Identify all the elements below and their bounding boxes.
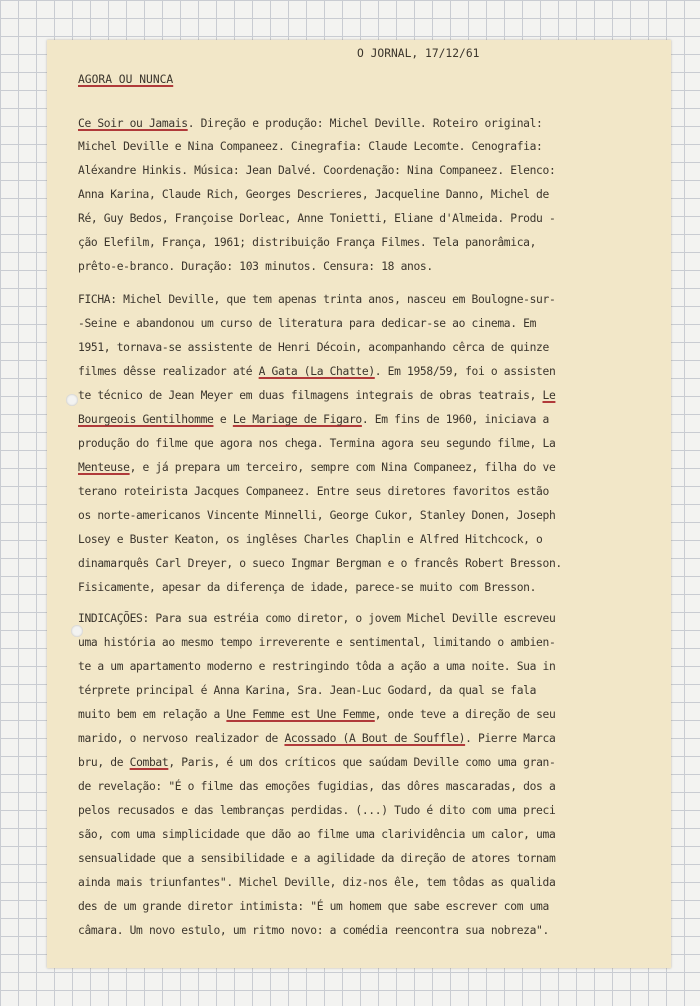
ficha-line: os norte-americanos Vincente Minnelli, George Cukor, Stanley Donen, Joseph	[78, 509, 556, 522]
film-reference: A Gata (La Chatte)	[258, 365, 375, 378]
ficha-tecnica-line: Anna Karina, Claude Rich, Georges Descrieres, Jacqueline Danno, Michel de	[78, 188, 549, 201]
film-reference: Bourgeois Gentilhomme	[78, 413, 214, 426]
ficha-line: dinamarquês Carl Dreyer, o sueco Ingmar Bergman e o francês Robert Bresson.	[78, 557, 562, 570]
indicacoes-line: muito bem em relação a Une Femme est Une Femme, onde teve a direção de seu	[78, 708, 556, 721]
film-reference: Acossado (A Bout de Souffle)	[284, 732, 466, 745]
ficha-line: filmes dêsse realizador até A Gata (La Chatte). Em 1958/59, foi o assisten	[78, 365, 556, 378]
indicacoes-line: te a um apartamento moderno e restringindo tôda a ação a uma noite. Sua in	[78, 660, 556, 673]
film-reference: Le	[542, 389, 556, 402]
ficha-line: produção do filme que agora nos chega. Termina agora seu segundo filme, La	[78, 437, 556, 450]
newspaper-dateline: O JORNAL, 17/12/61	[357, 47, 480, 60]
punch-hole	[66, 394, 78, 406]
ficha-line: Bourgeois Gentilhomme e Le Mariage de Figaro. Em fins de 1960, iniciava a	[78, 413, 549, 426]
ficha-tecnica-line: Ce Soir ou Jamais. Direção e produção: Michel Deville. Roteiro original:	[78, 117, 543, 130]
ficha-line: te técnico de Jean Meyer em duas filmagens integrais de obras teatrais, Le	[78, 389, 556, 402]
ficha-line: Losey e Buster Keaton, os inglêses Charles Chaplin e Alfred Hitchcock, o	[78, 533, 543, 546]
ficha-line: -Seine e abandonou um curso de literatura para dedicar-se ao cinema. Em	[78, 317, 537, 330]
article-title: AGORA OU NUNCA	[78, 73, 174, 86]
ficha-line: terano roteirista Jacques Companeez. Entre seus diretores favoritos estão	[78, 485, 549, 498]
indicacoes-line: des de um grande diretor intimista: "É um homem que sabe escrever com uma	[78, 900, 549, 913]
film-reference: Le Mariage de Figaro	[232, 413, 362, 426]
ficha-tecnica-line: ção Elefilm, França, 1961; distribuição França Filmes. Tela panorâmica,	[78, 236, 537, 249]
indicacoes-line: são, com uma simplicidade que dão ao filme uma clarividência um calor, uma	[78, 828, 556, 841]
film-title: Ce Soir ou Jamais	[78, 117, 188, 130]
newspaper-reference: Combat	[129, 756, 169, 769]
film-reference: Une Femme est Une Femme	[226, 708, 375, 721]
ficha-tecnica-line: Michel Deville e Nina Companeez. Cinegrafia: Claude Lecomte. Cenografia:	[78, 140, 543, 153]
film-reference: Menteuse	[78, 461, 130, 474]
ficha-line: 1951, tornava-se assistente de Henri Décoin, acompanhando cêrca de quinze	[78, 341, 549, 354]
indicacoes-line: uma história ao mesmo tempo irreverente e sentimental, limitando o ambien-	[78, 636, 556, 649]
ficha-tecnica-line: Aléxandre Hinkis. Música: Jean Dalvé. Coordenação: Nina Companeez. Elenco:	[78, 164, 556, 177]
ficha-line: Fisicamente, apesar da diferença de idade, parece-se muito com Bresson.	[78, 581, 537, 594]
ficha-tecnica-line: prêto-e-branco. Duração: 103 minutos. Censura: 18 anos.	[78, 260, 433, 273]
ficha-tecnica-line: Ré, Guy Bedos, Françoise Dorleac, Anne Tonietti, Eliane d'Almeida. Produ -	[78, 212, 556, 225]
ficha-line: FICHA: Michel Deville, que tem apenas trinta anos, nasceu em Boulogne-sur-	[78, 293, 556, 306]
indicacoes-line: câmara. Um novo estulo, um ritmo novo: a comédia reencontra sua nobreza".	[78, 924, 549, 937]
indicacoes-line: bru, de Combat, Paris, é um dos críticos que saúdam Deville como uma gran-	[78, 756, 556, 769]
indicacoes-line: de revelação: "É o filme das emoções fugidias, das dôres mascaradas, dos a	[78, 780, 556, 793]
indicacoes-line: marido, o nervoso realizador de Acossado (A Bout de Souffle). Pierre Marca	[78, 732, 556, 745]
indicacoes-line: INDICAÇÕES: Para sua estréia como diretor, o jovem Michel Deville escreveu	[78, 612, 556, 625]
indicacoes-line: térprete principal é Anna Karina, Sra. Jean-Luc Godard, da qual se fala	[78, 684, 537, 697]
ficha-line: Menteuse, e já prepara um terceiro, sempre com Nina Companeez, filha do ve	[78, 461, 556, 474]
indicacoes-line: pelos recusados e das lembranças perdidas. (...) Tudo é dito com uma preci	[78, 804, 556, 817]
indicacoes-line: sensualidade que a sensibilidade e a agilidade da direção de atores tornam	[78, 852, 556, 865]
indicacoes-line: ainda mais triunfantes". Michel Deville, diz-nos êle, tem tôdas as qualida	[78, 876, 556, 889]
